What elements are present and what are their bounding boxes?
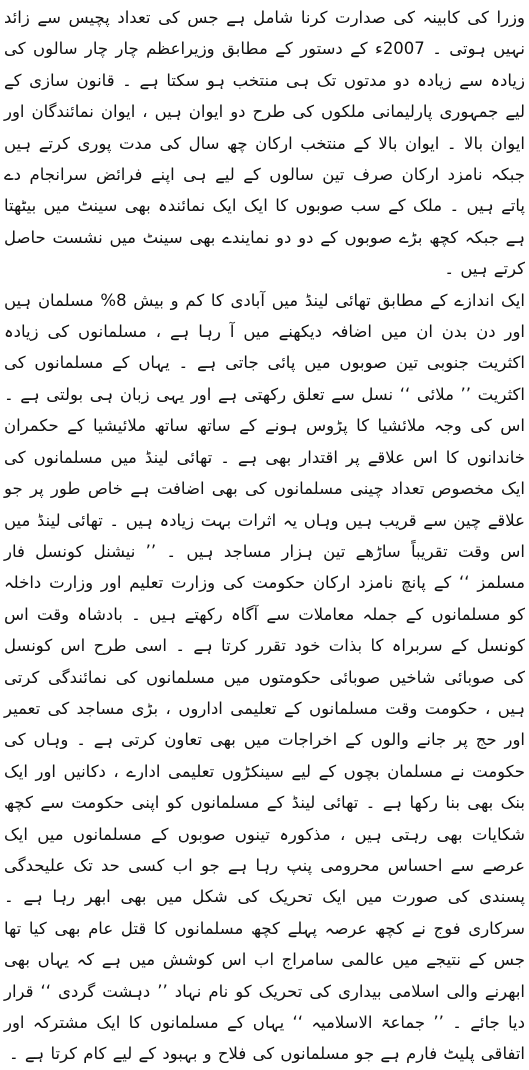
paragraph-muslims-in-thailand: ایک اندازے کے مطابق تھائی لینڈ میں آبادی کا کم و بیش 8% مسلمان ہیں اور دن بدن ان میں اضافہ دیکھنے میں آ رہا ہے ، مسلمانوں کی زیادہ اکثریت جنوبی تین صوبوں میں پائی جاتی ہے ۔ یہاں کے مسلمانوں کی اکثریت ’’ ملائی ‘‘ نسل سے تعلق رکھتی ہے اور یہی زبان ہی بولتی ہے ۔ اس کی وجہ ملائشیا کا پڑوس ہونے کے ساتھ ساتھ ملائیشیا کے حکمران خاندانوں کا اس علاقے پر اقتدار بھی ہے ۔ تھائی لینڈ میں مسلمانوں کی ایک مخصوص تعداد چینی مسلمانوں کی بھی اضافت ہے خاص طور پر جو علاقے چین سے قریب ہیں وہاں یہ اثرات بہت زیادہ ہیں ۔ تھائی لینڈ میں اس وقت تقریباً ساڑھے تین ہزار مساجد ہیں ۔ ’’ نیشنل کونسل فار مسلمز ‘‘ کے پانچ نامزد ارکان حکومت کی وزارت تعلیم اور وزارت داخلہ کو مسلمانوں کے جملہ معاملات سے آگاہ رکھتے ہیں ۔ بادشاہ وقت اس کونسل کے سربراہ کا بذات خود تقرر کرتا ہے ۔ اسی طرح اس کونسل کی صوبائی شاخیں صوبائی حکومتوں میں مسلمانوں کی نمائندگی کرتی ہیں ، حکومت وقت مسلمانوں کے تعلیمی اداروں ، بڑی مساجد کی تعمیر اور حج پر جانے والوں کے اخراجات میں بھی تعاون کرتی ہے ۔ وہاں کی حکومت نے مسلمان بچوں کے لیے سینکڑوں تعلیمی ادارے ، دکانیں اور ایک بنک بھی بنا رکھا ہے ۔ تھائی لینڈ کے مسلمانوں کو اپنی حکومت سے کچھ شکایات بھی رہتی ہیں ، مذکورہ تینوں صوبوں کے مسلمانوں میں ایک عرصے سے احساس محرومی پنپ رہا ہے جو اب کسی حد تک علیحدگی پسندی کی صورت میں ایک تحریک کی شکل میں بھی ابھر رہا ہے ۔ سرکاری فوج نے کچھ عرصہ پہلے کچھ مسلمانوں کا قتل عام بھی کیا تھا جس کے نتیجے میں عالمی سامراج اب اس کوشش میں ہے کہ یہاں بھی ابھرنے والی اسلامی بیداری کی تحریک کو نام نہاد ’’ دہشت گردی ‘‘ قرار دیا جائے ۔ ’’ جماعۃ الاسلامیہ ‘‘ یہاں کے مسلمانوں کا ایک مشترکہ اور اتفاقی پلیٹ فارم ہے جو مسلمانوں کی فلاح و بہبود کے لیے کام کرتا ہے ۔ [4, 290, 525, 1064]
paragraph-cabinet-and-parliament: وزرا کی کابینہ کی صدارت کرنا شامل ہے جس کی تعداد پچیس سے زائد نہیں ہوتی ۔ 2007ء کے دستور کے مطابق وزیراعظم چار چار سالوں کی زیادہ سے زیادہ دو مدتوں تک ہی منتخب ہو سکتا ہے ۔ قانون سازی کے لیے جمہوری پارلیمانی ملکوں کی طرح دو ایوان ہیں ، ایوان نمائندگان اور ایوان بالا ۔ ایوان بالا کے منتخب ارکان چھ سال کی مدت پوری کرتے ہیں جبکہ نامزد ارکان صرف تین سالوں کے لیے ہی اپنے فرائض سرانجام دے پاتے ہیں ۔ ملک کے سب صوبوں کا ایک ایک نمائندہ بھی سینٹ میں بیٹھتا ہے جبکہ کچھ بڑے صوبوں کے دو دو نمایندے بھی سینٹ میں نشست حاصل کرتے ہیں ۔ [4, 8, 525, 279]
article-body [4, 2, 525, 1070]
